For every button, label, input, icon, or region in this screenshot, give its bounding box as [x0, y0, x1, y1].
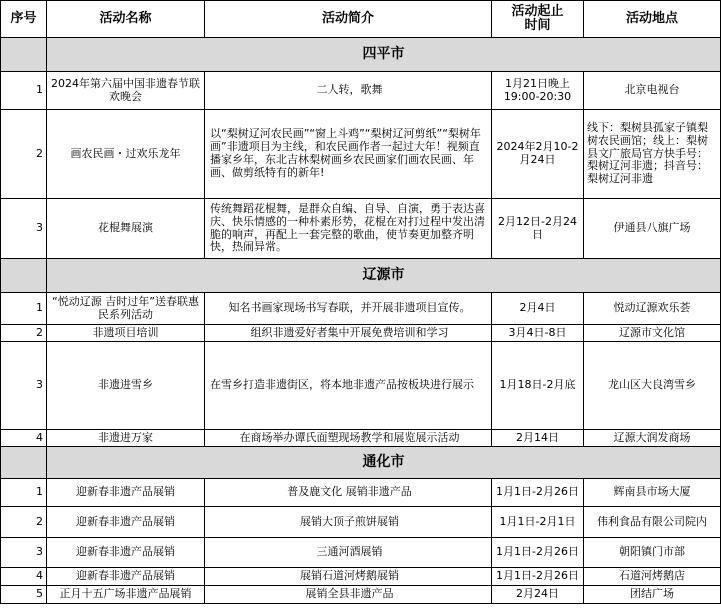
cell-no: 1 — [1, 293, 47, 325]
header-place: 活动地点 — [584, 1, 721, 38]
cell-desc: 以“梨树辽河农民画”“窗上斗鸡”“梨树辽河剪纸”“梨树年画”非遗项目为主线，和农民画作者一起过大年！视频直播家乡年，东北吉林梨树画乡农民画家们画农民画、年画、做剪纸特有的新年! — [205, 110, 492, 199]
table-row — [1, 342, 721, 430]
cell-desc: 传统舞蹈花棍舞，是群众自编、自导、自演，勇于表达喜庆、快乐情感的一种朴素形势，花棍在对打过程中发出清脆的响声，再配上一套完整的歌曲，使节奏更加整齐明快，热闹异常。 — [205, 199, 492, 259]
cell-place: 团结广场 — [584, 586, 721, 604]
cell-name: 画农民画・过欢乐龙年 — [47, 110, 205, 199]
section-row — [1, 447, 721, 479]
table-row — [1, 293, 721, 325]
cell-desc: 在商场举办谭氏面塑现场教学和展览展示活动 — [205, 430, 492, 447]
table-row — [1, 72, 721, 110]
cell-place: 朝阳镇门市部 — [584, 538, 721, 568]
cell-place: 悦动辽源欢乐荟 — [584, 293, 721, 325]
cell-time: 2月4日 — [492, 293, 584, 325]
table-row — [1, 479, 721, 507]
cell-time: 2月24日 — [492, 586, 584, 604]
cell-time: 2月12日-2月24日 — [492, 199, 584, 259]
cell-place: 龙山区大良湾雪乡 — [584, 342, 721, 430]
cell-time: 1月21日晚上19:00-20:30 — [492, 72, 584, 110]
cell-desc: 组织非遗爱好者集中开展免费培训和学习 — [205, 325, 492, 342]
section-row — [1, 259, 721, 293]
cell-desc: 展销石道河烤鹅展销 — [205, 568, 492, 586]
header-row — [1, 1, 721, 38]
cell-no: 5 — [1, 586, 47, 604]
cell-name: 迎新春非遗产品展销 — [47, 538, 205, 568]
cell-time: 1月1日-2月26日 — [492, 479, 584, 507]
header-time: 活动起止时间 — [492, 1, 584, 38]
cell-name: 花棍舞展演 — [47, 199, 205, 259]
table-row — [1, 568, 721, 586]
cell-name: 非遗项目培训 — [47, 325, 205, 342]
cell-place: 辉南县市场大厦 — [584, 479, 721, 507]
cell-no: 4 — [1, 568, 47, 586]
cell-desc: 二人转，歌舞 — [205, 72, 492, 110]
section-title: 四平市 — [47, 38, 721, 72]
cell-desc: 知名书画家现场书写春联，并开展非遗项目宣传。 — [205, 293, 492, 325]
section-title: 辽源市 — [47, 259, 721, 293]
cell-desc: 三通河酒展销 — [205, 538, 492, 568]
table-row — [1, 430, 721, 447]
table-row — [1, 325, 721, 342]
cell-name: 非遗进万家 — [47, 430, 205, 447]
cell-place: 辽源大润发商场 — [584, 430, 721, 447]
cell-place: 北京电视台 — [584, 72, 721, 110]
section-row — [1, 38, 721, 72]
cell-desc: 普及鹿文化 展销非遗产品 — [205, 479, 492, 507]
cell-no: 3 — [1, 199, 47, 259]
cell-name: “悦动辽源 吉时过年”送春联惠民系列活动 — [47, 293, 205, 325]
cell-place: 伟利食品有限公司院内 — [584, 507, 721, 538]
cell-no: 2 — [1, 325, 47, 342]
cell-time: 1月1日-2月26日 — [492, 538, 584, 568]
header-desc: 活动简介 — [205, 1, 492, 38]
cell-no: 3 — [1, 538, 47, 568]
cell-desc: 在雪乡打造非遗街区，将本地非遗产品按板块进行展示 — [205, 342, 492, 430]
cell-time: 1月1日-2月1日 — [492, 507, 584, 538]
section-title: 通化市 — [47, 447, 721, 479]
cell-no: 1 — [1, 72, 47, 110]
cell-name: 迎新春非遗产品展销 — [47, 479, 205, 507]
header-name: 活动名称 — [47, 1, 205, 38]
cell-desc: 展销大顶子煎饼展销 — [205, 507, 492, 538]
cell-place: 线下：梨树县孤家子镇梨树农民画馆；线上：梨树县文广旅局官方快手号：梨树辽河非遗；抖音号：梨树辽河非遗 — [584, 110, 721, 199]
cell-name: 正月十五广场非遗产品展销 — [47, 586, 205, 604]
header-no: 序号 — [1, 1, 47, 38]
cell-place: 伊通县八旗广场 — [584, 199, 721, 259]
table-row — [1, 586, 721, 604]
cell-no: 3 — [1, 342, 47, 430]
cell-time: 2024年2月10-2月24日 — [492, 110, 584, 199]
table-row — [1, 507, 721, 538]
cell-desc: 展销全县非遗产品 — [205, 586, 492, 604]
cell-time: 1月18日-2月底 — [492, 342, 584, 430]
cell-no: 2 — [1, 507, 47, 538]
cell-no: 1 — [1, 479, 47, 507]
cell-time: 1月1日-2月26日 — [492, 568, 584, 586]
table-row — [1, 199, 721, 259]
cell-place: 石道河烤鹅店 — [584, 568, 721, 586]
cell-name: 2024年第六届中国非遗春节联欢晚会 — [47, 72, 205, 110]
table-row — [1, 538, 721, 568]
cell-time: 2月14日 — [492, 430, 584, 447]
cell-no: 4 — [1, 430, 47, 447]
cell-name: 非遗进雪乡 — [47, 342, 205, 430]
cell-name: 迎新春非遗产品展销 — [47, 507, 205, 538]
cell-no: 2 — [1, 110, 47, 199]
cell-place: 辽源市文化馆 — [584, 325, 721, 342]
cell-time: 3月4日-8日 — [492, 325, 584, 342]
table-row — [1, 110, 721, 199]
cell-name: 迎新春非遗产品展销 — [47, 568, 205, 586]
